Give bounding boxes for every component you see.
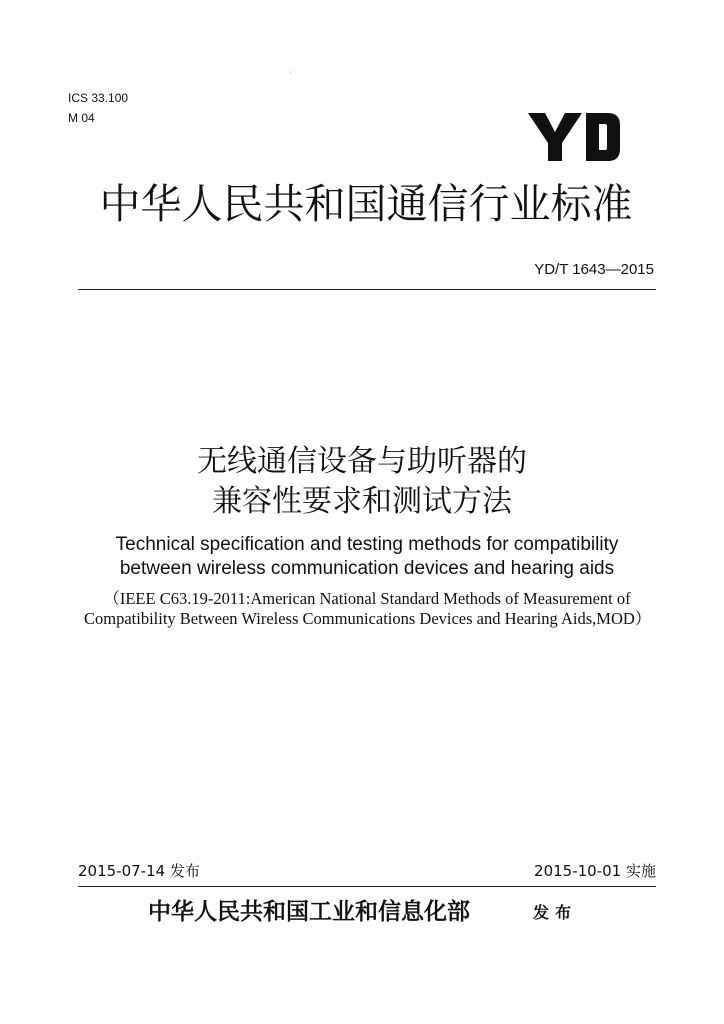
top-divider	[78, 289, 656, 290]
scan-speck	[290, 71, 291, 74]
yd-logo	[528, 113, 620, 161]
publisher-name: 中华人民共和国工业和信息化部	[148, 898, 470, 925]
ics-code: ICS 33.100	[68, 91, 129, 105]
ieee-adoption-note: （IEEE C63.19-2011:American National Standard Methods of Measurement of Compatibility Between Wireless Communications Devices and Hearing Aids,MOD）	[84, 589, 652, 628]
english-title-line-2: between wireless communication devices and hearing aids	[119, 558, 615, 579]
publisher-suffix: 发布	[533, 903, 578, 922]
issue-date: 2015-07-14 发布	[78, 862, 200, 880]
ccs-code: M 04	[68, 111, 95, 125]
implementation-date: 2015-10-01 实施	[534, 862, 656, 880]
chinese-title-line-1: 无线通信设备与助听器的	[197, 444, 527, 479]
chinese-title-line-2: 兼容性要求和测试方法	[212, 484, 512, 519]
standard-number: YD/T 1643—2015	[534, 261, 654, 278]
english-title-line-1: Technical specification and testing methods for compatibility	[115, 534, 619, 555]
bottom-divider	[78, 886, 656, 887]
industry-standard-title: 中华人民共和国通信行业标准	[99, 180, 633, 228]
